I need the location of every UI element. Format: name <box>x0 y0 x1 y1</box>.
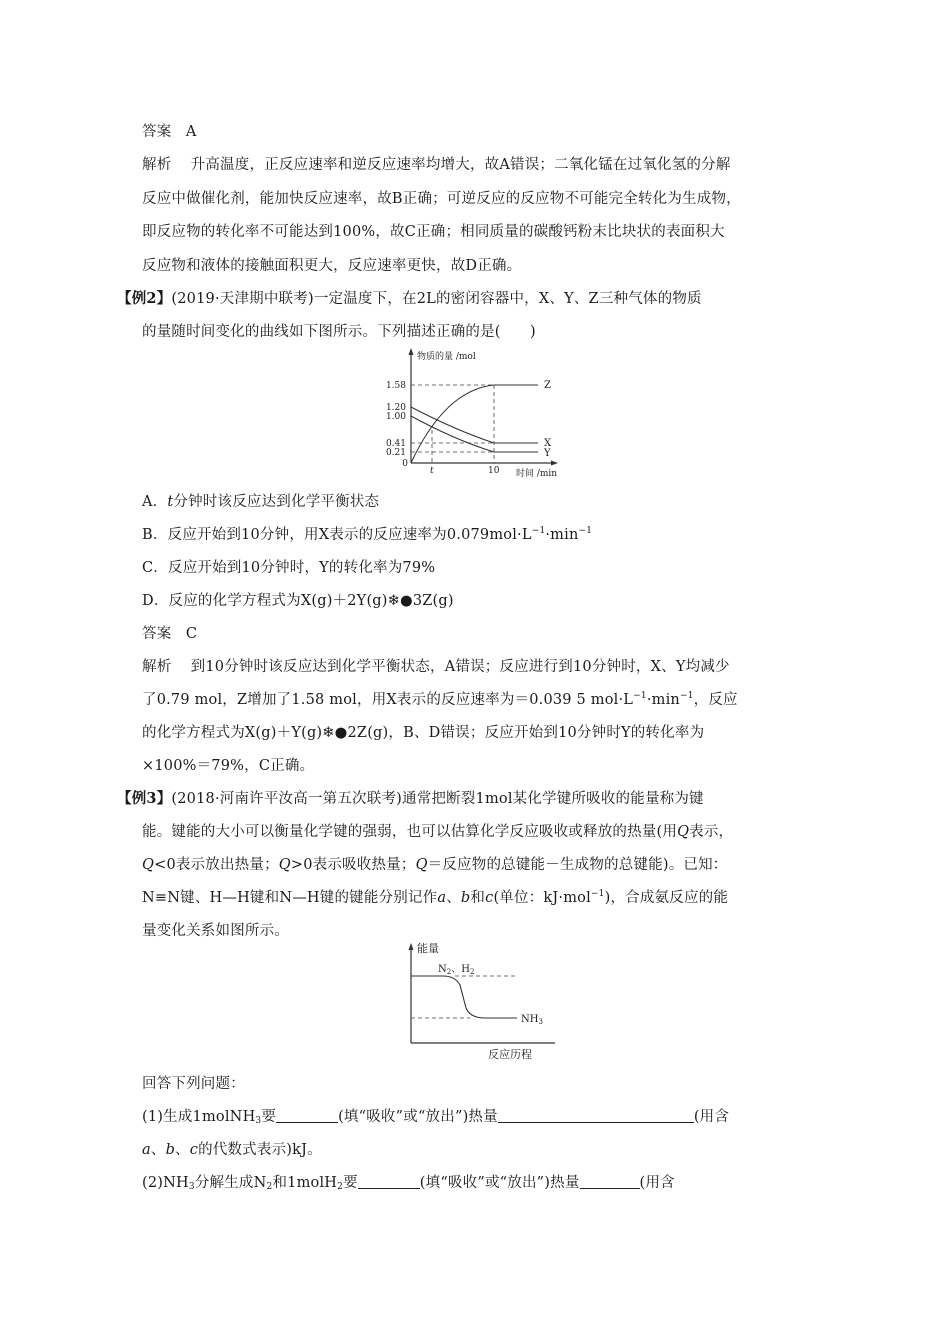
analysis-2-line-1 <box>142 657 730 677</box>
example-3-line-4 <box>142 888 728 908</box>
variable-c: c <box>189 1142 199 1158</box>
superscript: −1 <box>578 526 593 536</box>
analysis-2-line-4: ×100%＝79%，C正确。 <box>142 758 315 774</box>
example-text: 、 <box>446 890 461 906</box>
analysis-1-line-2: 反应中做催化剂，能加快反应速率，故B正确；可逆反应的反应物不可能完全转化为生成物， <box>142 191 741 207</box>
answer-blank-3[interactable] <box>358 1174 420 1189</box>
example-3-line-2 <box>142 822 733 842</box>
superscript: −1 <box>679 691 694 701</box>
answer-blank-1[interactable] <box>276 1108 338 1123</box>
y-tick-1-00: 1.00 <box>385 412 406 422</box>
option-text: 分钟时该反应达到化学平衡状态 <box>173 494 380 510</box>
question-text: (填“吸收”或“放出”)热量 <box>338 1109 498 1125</box>
option-b <box>142 525 592 545</box>
questions-intro: 回答下列问题： <box>142 1076 245 1092</box>
variable-b: b <box>165 1142 176 1158</box>
question-text: 要 <box>261 1109 277 1125</box>
analysis-1-line-4: 反应物和液体的接触面积更大，反应速率更快，故D正确。 <box>142 258 522 274</box>
example-tag: 【例2】 <box>117 290 172 307</box>
y-tick-1-20: 1.20 <box>385 403 406 413</box>
answer-blank-4[interactable] <box>580 1174 640 1189</box>
question-text: 、 <box>175 1142 190 1158</box>
example-text: ＝反应物的总键能－生成物的总键能)。已知： <box>427 857 728 873</box>
variable-q: Q <box>677 824 690 840</box>
example-text: N≡N键、H—H键和N—H键的键能分别记作 <box>142 890 438 906</box>
question-text: (1)生成1molNH <box>142 1109 256 1125</box>
analysis-text: ，反应 <box>693 692 738 708</box>
subscript: 2 <box>266 1182 273 1192</box>
variable-t: t <box>167 494 174 510</box>
option-prefix: B． <box>142 527 168 543</box>
subscript: 2 <box>337 1182 344 1192</box>
y-axis-label: 物质的量 /mol <box>417 352 476 362</box>
y-tick-1-58: 1.58 <box>385 381 406 391</box>
option-text: 反应开始到10分钟，用X表示的反应速率为0.079mol·L <box>167 527 532 543</box>
example-text: >0表示吸收热量； <box>290 857 416 873</box>
example-text: (2018·河南许平汝高一第五次联考)通常把断裂1mol某化学键所吸收的能量称为键 <box>171 791 704 807</box>
option-prefix: C． <box>142 560 168 576</box>
x-tick-10: 10 <box>488 466 500 476</box>
variable-q: Q <box>278 857 291 873</box>
analysis-label: 解析 <box>142 157 172 173</box>
question-1-line-2 <box>142 1140 322 1160</box>
example-text: (2019·天津期中联考)一定温度下，在2L的密闭容器中，X、Y、Z三种气体的物质 <box>171 291 702 307</box>
answer-value: A <box>185 124 197 140</box>
example-3-line-5: 量变化关系如图所示。 <box>142 923 289 939</box>
option-text: ·min <box>545 527 579 543</box>
energy-diagram <box>395 935 570 1065</box>
analysis-2-line-2 <box>142 690 738 710</box>
example-text: )，合成氨反应的能 <box>604 890 729 906</box>
question-text: (用含 <box>639 1175 675 1191</box>
question-text: 和1molH <box>272 1175 338 1191</box>
answer-2 <box>142 624 197 644</box>
x-tick-t: t <box>430 466 434 476</box>
example-text: (单位：kJ·mol <box>493 890 591 906</box>
variable-b: b <box>460 890 471 906</box>
series-label-x: X <box>544 438 552 449</box>
example-text: 和 <box>470 890 486 906</box>
analysis-1-line-1 <box>142 155 731 175</box>
example-text: 能。键能的大小可以衡量化学键的强弱，也可以估算化学反应吸收或释放的热量(用 <box>142 824 678 840</box>
question-2-line-1 <box>142 1173 675 1193</box>
product-label: $NH_3$ <box>521 1014 543 1026</box>
option-d <box>142 591 454 611</box>
variable-a: a <box>437 890 447 906</box>
option-prefix: A． <box>142 494 168 510</box>
example-2-line-2: 的量随时间变化的曲线如下图所示。下列描述正确的是( ) <box>142 324 536 340</box>
option-text: 反应的化学方程式为X(g)＋2Y(g)❄●3Z(g) <box>168 593 454 609</box>
analysis-label: 解析 <box>142 659 172 675</box>
analysis-2-line-3: 的化学方程式为X(g)＋Y(g)❄●2Z(g)，B、D错误；反应开始到10分钟时Y的转化率为 <box>142 725 705 741</box>
variable-c: c <box>485 890 494 906</box>
y-tick-0-21: 0.21 <box>385 448 406 458</box>
variable-q: Q <box>415 857 428 873</box>
question-text: 的代数式表示)kJ。 <box>198 1142 322 1158</box>
analysis-text: 升高温度，正反应速率和逆反应速率均增大，故A错误；二氧化锰在过氧化氢的分解 <box>190 157 731 173</box>
analysis-text: 了0.79 mol，Z增加了1.58 mol，用X表示的反应速率为＝0.039 5 mol·L <box>142 692 634 708</box>
y-tick-0-41: 0.41 <box>385 439 406 449</box>
answer-label: 答案 <box>142 626 172 642</box>
analysis-text: 到10分钟时该反应达到化学平衡状态，A错误；反应进行到10分钟时，X、Y均减少 <box>190 659 730 675</box>
example-text: <0表示放出热量； <box>154 857 279 873</box>
question-text: 要 <box>343 1175 358 1191</box>
answer-blank-2[interactable] <box>498 1108 694 1123</box>
variable-a: a <box>142 1142 151 1158</box>
series-label-z: Z <box>544 380 551 391</box>
superscript: −1 <box>633 691 647 701</box>
analysis-text: ·min <box>646 692 680 708</box>
option-prefix: D． <box>142 593 169 609</box>
superscript: −1 <box>590 889 605 899</box>
x-axis-label: 反应历程 <box>488 1048 532 1061</box>
answer-value: C <box>185 626 198 642</box>
question-1-line-1 <box>142 1107 729 1127</box>
y-axis-label: 能量 <box>417 942 439 955</box>
example-3-line-1 <box>117 789 704 809</box>
option-text: 反应开始到10分钟时，Y的转化率为79% <box>168 560 436 576</box>
answer-label: 答案 <box>142 124 172 140</box>
answer-1 <box>142 122 197 142</box>
series-label-y: Y <box>544 448 551 459</box>
question-text: 、 <box>150 1142 166 1158</box>
subscript: 3 <box>255 1116 262 1126</box>
question-text: (填“吸收”或“放出”)热量 <box>419 1175 580 1191</box>
analysis-1-line-3: 即反应物的转化率不可能达到100%，故C正确；相同质量的碳酸钙粉末比块状的表面积大 <box>142 224 725 240</box>
amount-vs-time-chart <box>360 345 580 485</box>
question-text: (2)NH <box>142 1175 189 1191</box>
example-2-line-1 <box>117 289 702 309</box>
example-text: 表示， <box>689 824 734 840</box>
variable-q: Q <box>142 857 155 873</box>
example-tag: 【例3】 <box>117 790 172 807</box>
superscript: −1 <box>531 526 546 536</box>
origin-label: 0 <box>402 459 408 469</box>
question-text: (用含 <box>693 1109 730 1125</box>
x-axis-label: 时间 /min <box>516 469 558 479</box>
reactants-label: $N_2$、$H_2$ <box>438 964 475 976</box>
question-text: 分解生成N <box>194 1175 267 1191</box>
option-c <box>142 558 435 578</box>
example-3-line-3 <box>142 855 728 875</box>
subscript: 3 <box>188 1182 195 1192</box>
option-a <box>142 492 379 512</box>
